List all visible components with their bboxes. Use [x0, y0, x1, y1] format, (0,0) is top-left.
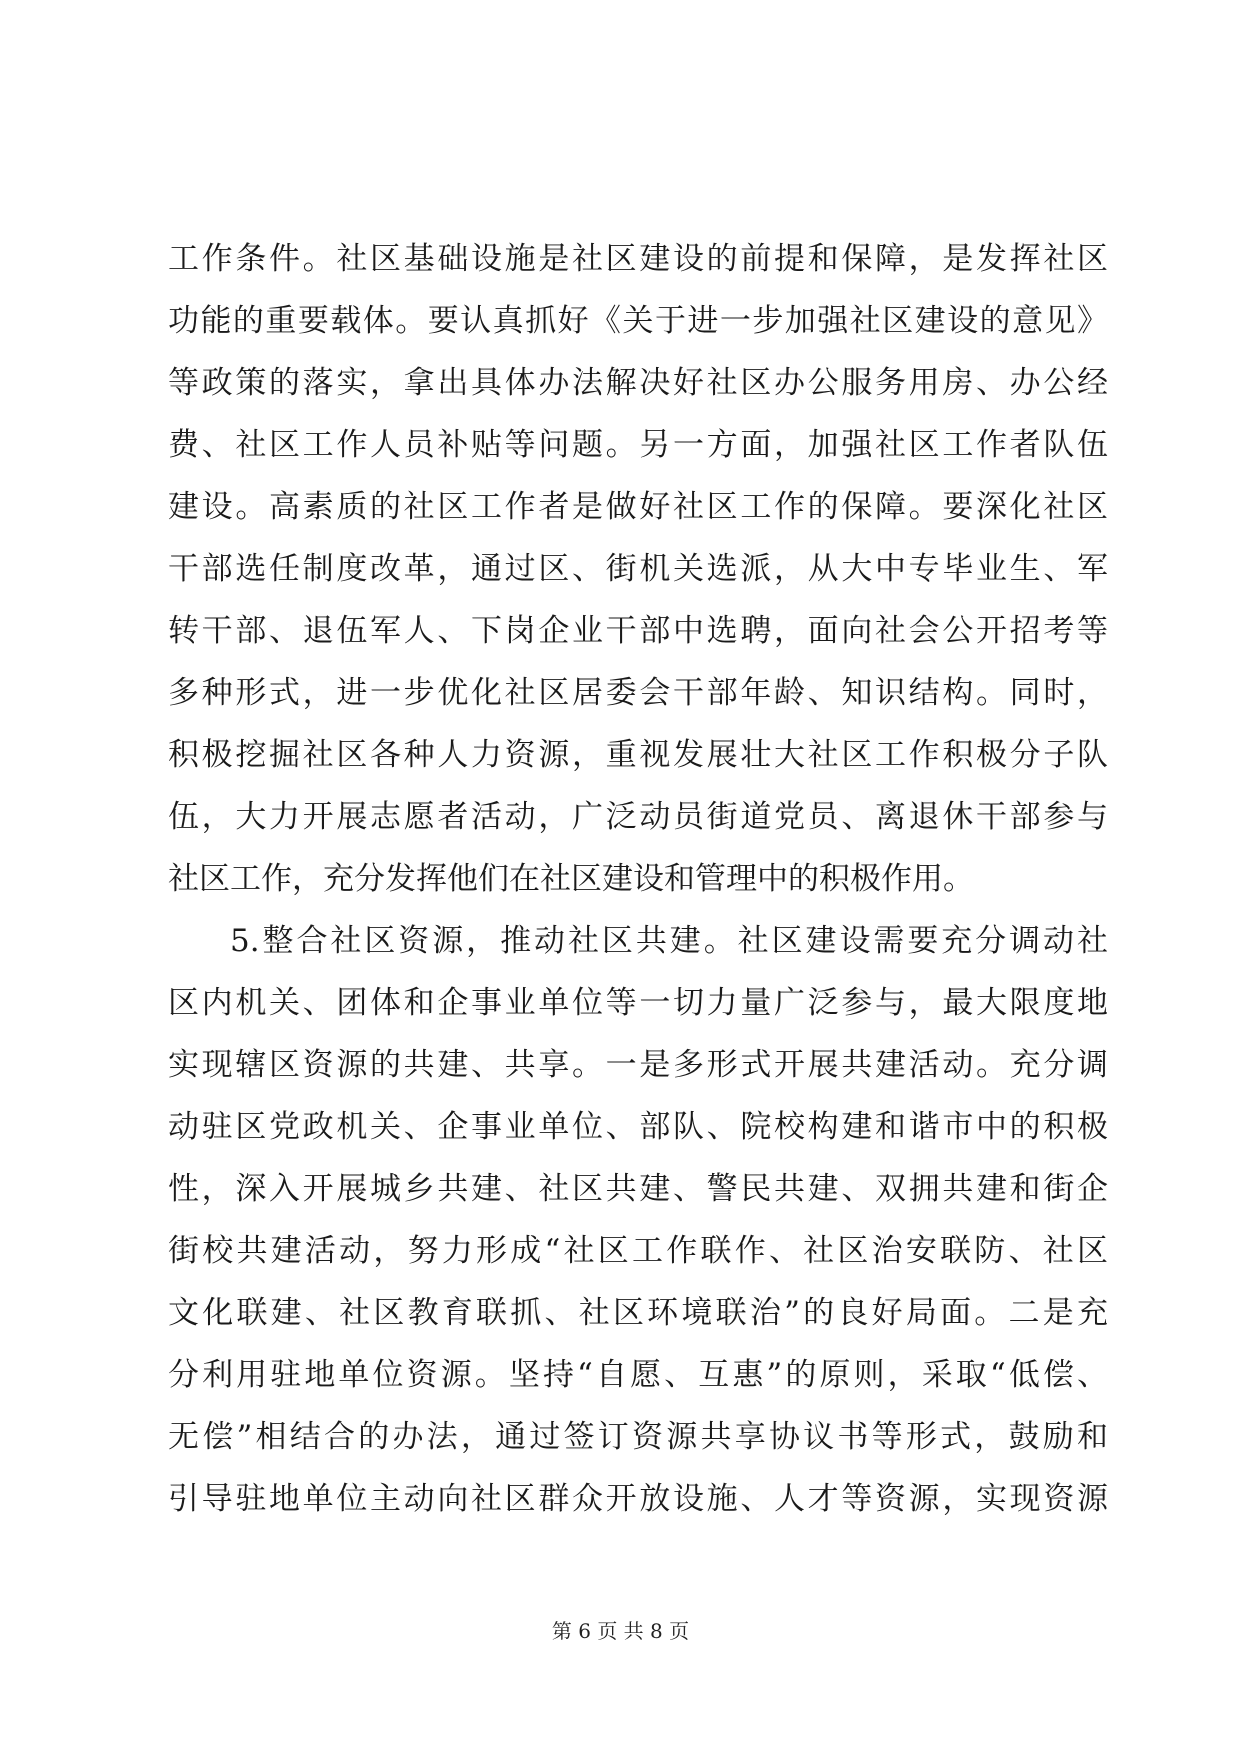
text-line: 多种形式，进一步优化社区居委会干部年龄、知识结构。同时， — [168, 675, 1108, 711]
section-heading-line: 5.整合社区资源，推动社区共建。社区建设需要充分调动社 — [230, 923, 1108, 959]
text-line: 干部选任制度改革，通过区、街机关选派，从大中专毕业生、军 — [168, 551, 1108, 587]
text-line: 伍，大力开展志愿者活动，广泛动员街道党员、离退休干部参与 — [168, 799, 1108, 835]
document-body — [168, 228, 1108, 1530]
text-line: 等政策的落实，拿出具体办法解决好社区办公服务用房、办公经 — [168, 365, 1108, 401]
text-line: 引导驻地单位主动向社区群众开放设施、人才等资源，实现资源 — [168, 1481, 1108, 1517]
text-line: 转干部、退伍军人、下岗企业干部中选聘，面向社会公开招考等 — [168, 613, 1108, 649]
text-line: 费、社区工作人员补贴等问题。另一方面，加强社区工作者队伍 — [168, 427, 1108, 463]
text-line: 功能的重要载体。要认真抓好《关于进一步加强社区建设的意见》 — [168, 303, 1108, 339]
text-line: 积极挖掘社区各种人力资源，重视发展壮大社区工作积极分子队 — [168, 737, 1108, 773]
text-line: 分利用驻地单位资源。坚持“自愿、互惠”的原则，采取“低偿、 — [168, 1357, 1108, 1393]
text-line: 性，深入开展城乡共建、社区共建、警民共建、双拥共建和街企 — [168, 1171, 1108, 1207]
text-line: 区内机关、团体和企事业单位等一切力量广泛参与，最大限度地 — [168, 985, 1108, 1021]
text-line: 实现辖区资源的共建、共享。一是多形式开展共建活动。充分调 — [168, 1047, 1108, 1083]
paragraph-last-line: 社区工作，充分发挥他们在社区建设和管理中的积极作用。 — [168, 861, 974, 897]
page-number-footer: 第 6 页 共 8 页 — [551, 1619, 690, 1643]
text-line: 建设。高素质的社区工作者是做好社区工作的保障。要深化社区 — [168, 489, 1108, 525]
text-line: 无偿”相结合的办法，通过签订资源共享协议书等形式，鼓励和 — [168, 1419, 1108, 1455]
text-line: 动驻区党政机关、企事业单位、部队、院校构建和谐市中的积极 — [168, 1109, 1108, 1145]
text-line: 工作条件。社区基础设施是社区建设的前提和保障，是发挥社区 — [168, 241, 1108, 277]
text-line: 文化联建、社区教育联抓、社区环境联治”的良好局面。二是充 — [168, 1295, 1108, 1331]
text-line: 街校共建活动，努力形成“社区工作联作、社区治安联防、社区 — [168, 1233, 1108, 1269]
